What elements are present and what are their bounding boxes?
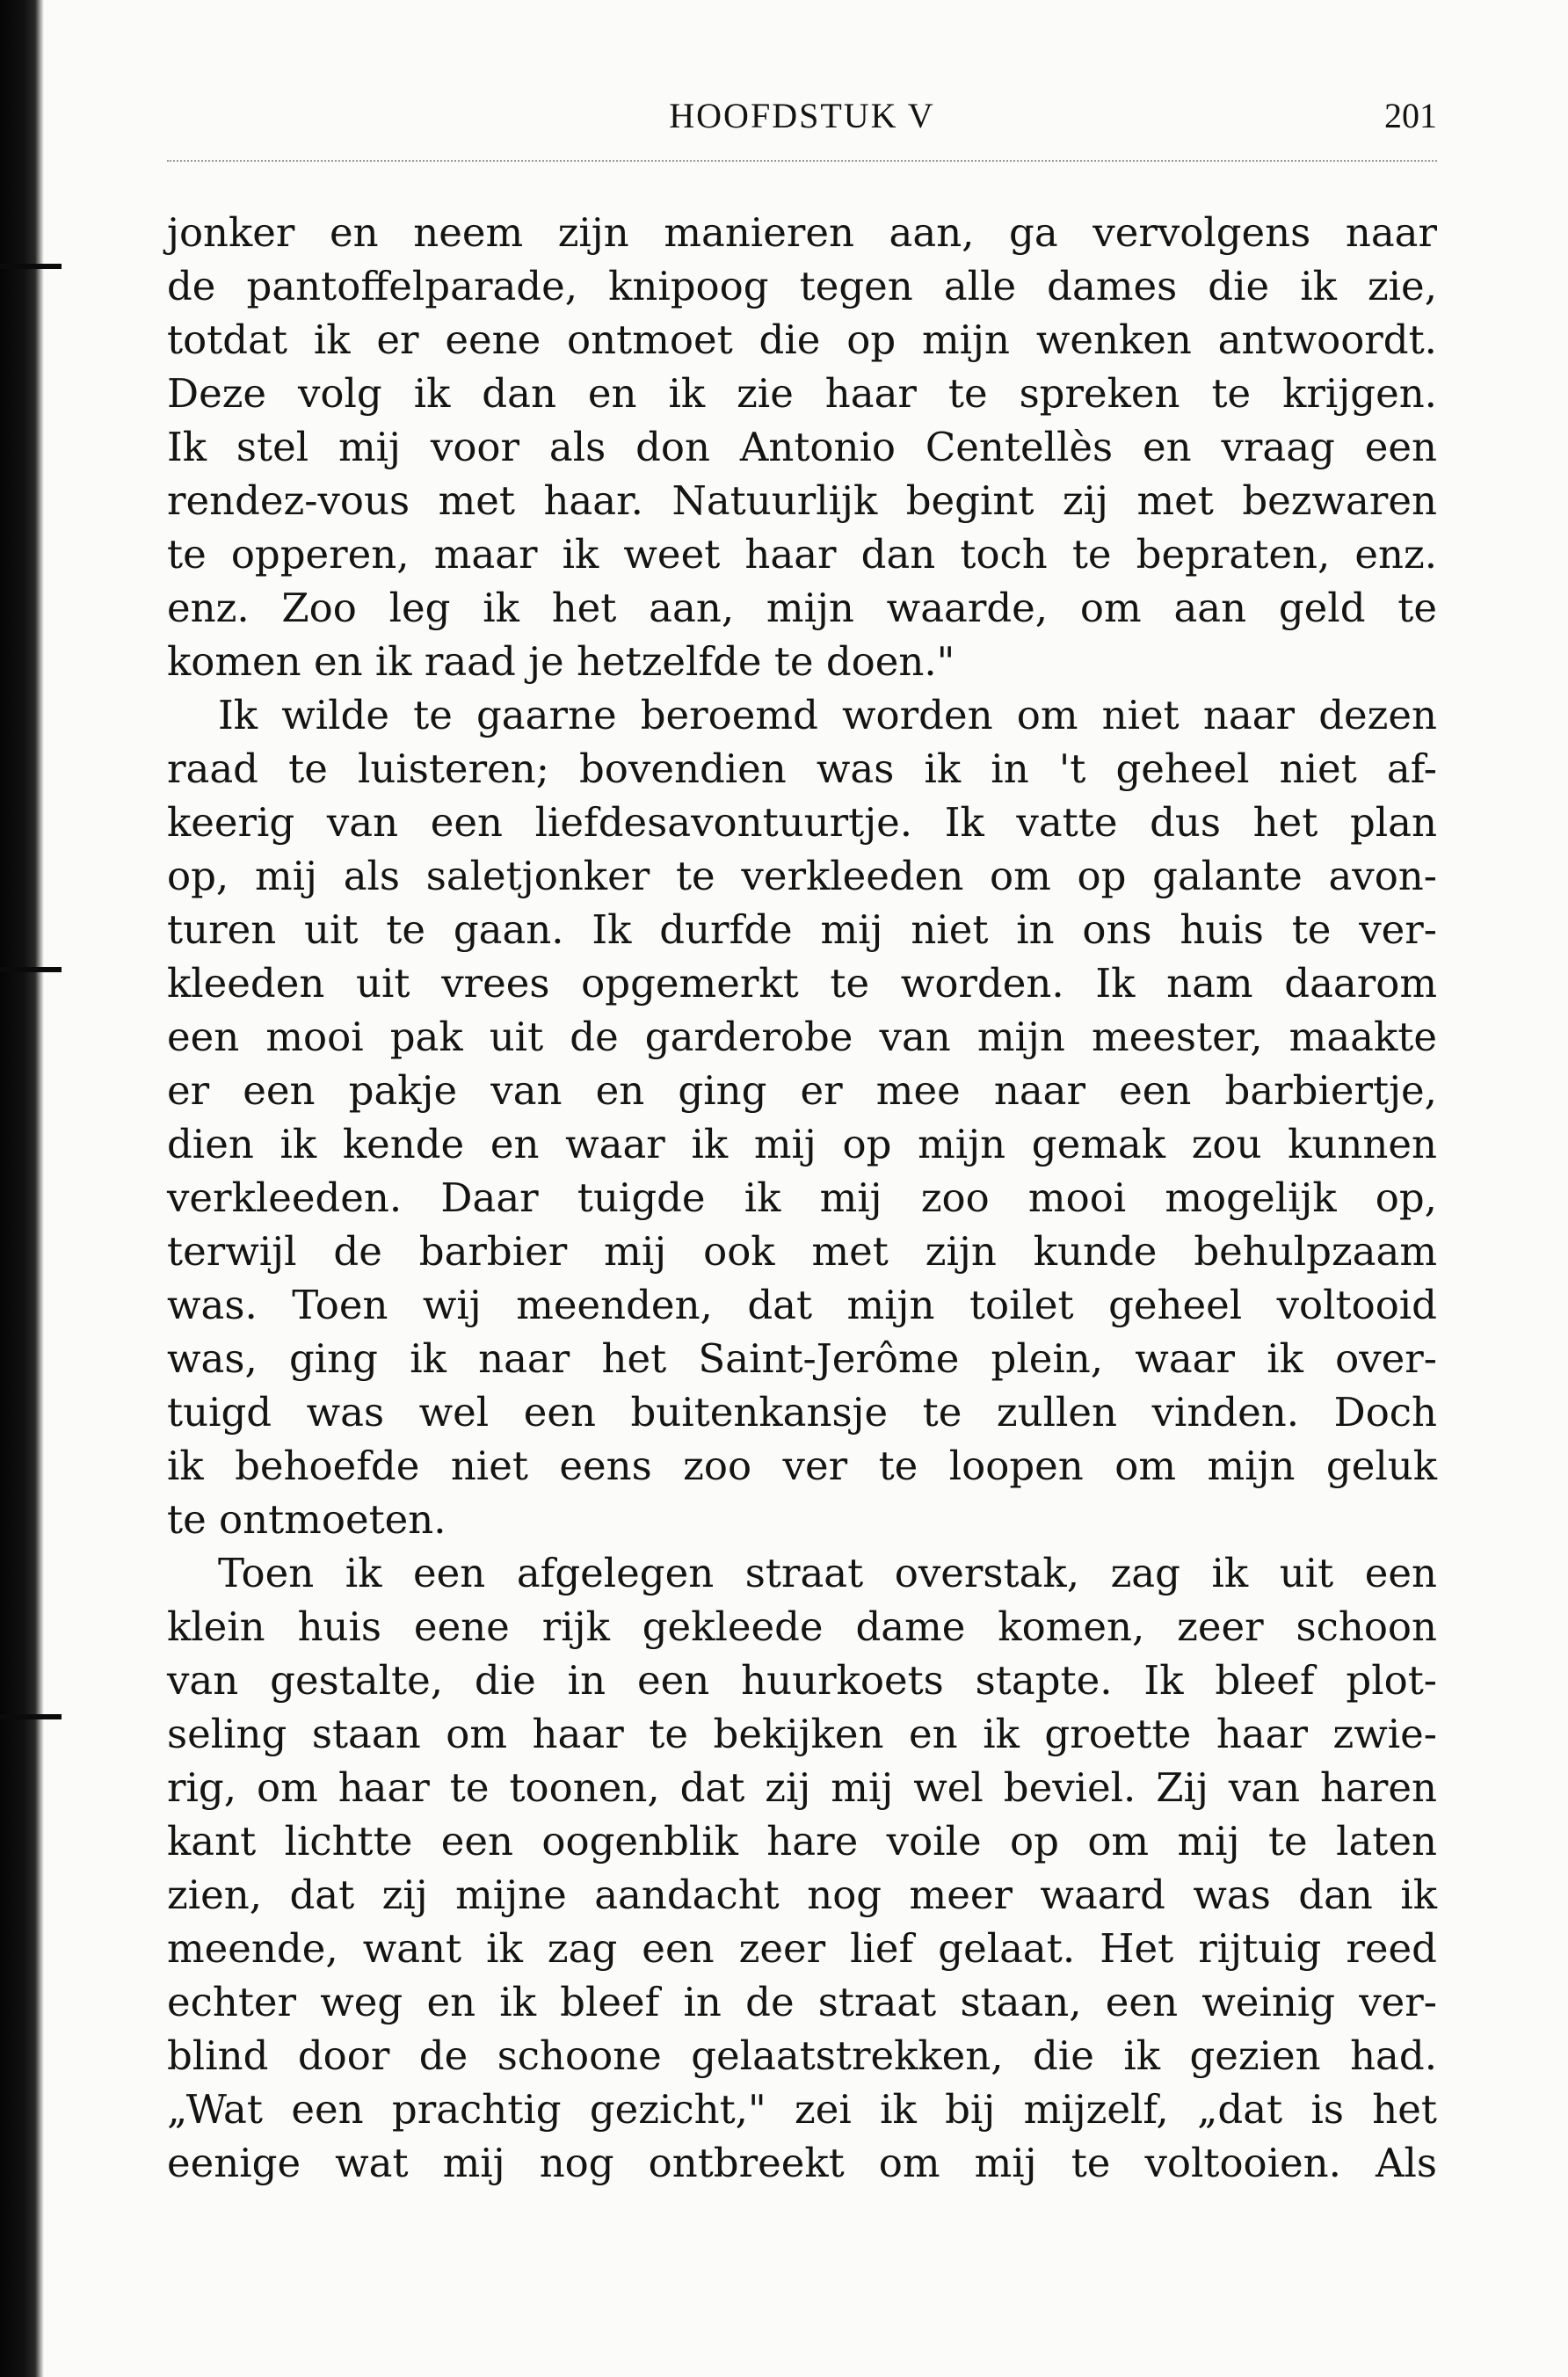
text-line: te opperen, maar ik weet haar dan toch te bepraten, enz.	[167, 531, 1437, 578]
header-rule	[167, 160, 1437, 162]
page-number: 201	[1384, 96, 1437, 135]
text-line: de pantoffelparade, knipoog tegen alle dames die ik zie,	[167, 263, 1437, 309]
text-line: kleeden uit vrees opgemerkt te worden. Ik nam daarom	[167, 960, 1437, 1007]
text-line: zien, dat zij mijne aandacht nog meer waard was dan ik	[167, 1872, 1437, 1918]
text-line: „Wat een prachtig gezicht," zei ik bij mijzelf, „dat is het	[167, 2086, 1437, 2133]
text-line: Ik stel mij voor als don Antonio Centellès en vraag een	[167, 424, 1437, 470]
text-line: dien ik kende en waar ik mij op mijn gemak zou kunnen	[167, 1121, 1437, 1167]
text-line: tuigd was wel een buitenkansje te zullen vinden. Doch	[167, 1389, 1437, 1436]
text-line: turen uit te gaan. Ik durfde mij niet in ons huis te ver-	[167, 906, 1437, 953]
text-line: rig, om haar te toonen, dat zij mij wel beviel. Zij van haren	[167, 1764, 1437, 1811]
text-line: rendez-vous met haar. Natuurlijk begint zij met bezwaren	[167, 477, 1437, 524]
text-line: keerig van een liefdesavontuurtje. Ik vatte dus het plan	[167, 799, 1437, 846]
paragraph-start-line: Toen ik een afgelegen straat overstak, zag ik uit een	[218, 1550, 1437, 1596]
text-line: een mooi pak uit de garderobe van mijn meester, maakte	[167, 1014, 1437, 1060]
text-line: te ontmoeten.	[167, 1496, 446, 1543]
text-line: klein huis eene rijk gekleede dame komen, zeer schoon	[167, 1603, 1437, 1650]
text-line: op, mij als saletjonker te verkleeden om op galante avon-	[167, 853, 1437, 899]
text-line: was, ging ik naar het Saint-Jerôme plein, waar ik over-	[167, 1335, 1437, 1382]
text-line: blind door de schoone gelaatstrekken, die ik gezien had.	[167, 2032, 1437, 2079]
running-header	[167, 95, 1437, 148]
binding-mark	[0, 264, 62, 269]
text-line: van gestalte, die in een huurkoets stapte. Ik bleef plot-	[167, 1657, 1437, 1704]
paragraph-start-line: Ik wilde te gaarne beroemd worden om niet naar dezen	[218, 692, 1437, 738]
text-line: meende, want ik zag een zeer lief gelaat. Het rijtuig reed	[167, 1925, 1437, 1972]
body-text	[167, 206, 1437, 2190]
text-line: echter weg en ik bleef in de straat staan, een weinig ver-	[167, 1979, 1437, 2025]
text-line: eenige wat mij nog ontbreekt om mij te voltooien. Als	[167, 2140, 1437, 2186]
text-line: was. Toen wij meenden, dat mijn toilet geheel voltooid	[167, 1282, 1437, 1328]
text-line: Deze volg ik dan en ik zie haar te spreken te krijgen.	[167, 370, 1437, 417]
text-line: seling staan om haar te bekijken en ik groette haar zwie-	[167, 1711, 1437, 1757]
text-line: verkleeden. Daar tuigde ik mij zoo mooi mogelijk op,	[167, 1174, 1437, 1221]
text-line: totdat ik er eene ontmoet die op mijn wenken antwoordt.	[167, 316, 1437, 363]
binding-edge	[0, 0, 44, 2377]
chapter-title: HOOFDSTUK V	[669, 96, 935, 135]
text-line: jonker en neem zijn manieren aan, ga vervolgens naar	[167, 209, 1437, 256]
text-line: raad te luisteren; bovendien was ik in 't geheel niet af-	[167, 745, 1437, 792]
text-line: er een pakje van en ging er mee naar een barbiertje,	[167, 1067, 1437, 1114]
text-line: komen en ik raad je hetzelfde te doen."	[167, 638, 955, 685]
text-line: terwijl de barbier mij ook met zijn kunde behulpzaam	[167, 1228, 1437, 1275]
binding-mark	[0, 967, 62, 972]
text-line: kant lichtte een oogenblik hare voile op om mij te laten	[167, 1818, 1437, 1865]
binding-mark	[0, 1714, 62, 1719]
text-line: enz. Zoo leg ik het aan, mijn waarde, om aan geld te	[167, 585, 1437, 631]
text-line: ik behoefde niet eens zoo ver te loopen om mijn geluk	[167, 1443, 1437, 1489]
